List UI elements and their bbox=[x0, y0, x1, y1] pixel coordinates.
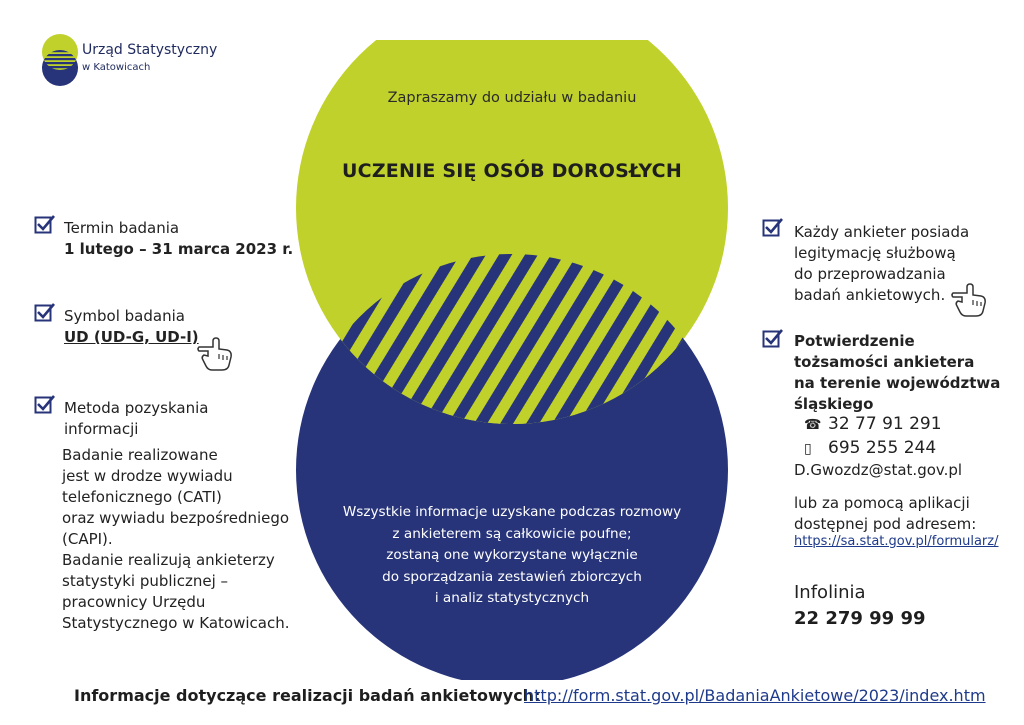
confidential-line: z ankieterem są całkowicie poufne; bbox=[392, 525, 632, 542]
symbol-label: Symbol badania bbox=[64, 307, 185, 325]
checkbox-checked-icon bbox=[762, 328, 784, 350]
confidential-line: do sporządzania zestawień zbiorczych bbox=[382, 568, 642, 585]
footer-label: Informacje dotyczące realizacji badań ankietowych: bbox=[74, 686, 541, 705]
phone-mobile bbox=[804, 438, 936, 458]
symbol-value: UD (UD-G, UD-I) bbox=[64, 328, 199, 346]
method-line: oraz wywiadu bezpośredniego bbox=[62, 509, 290, 527]
method-line: jest w drodze wywiadu bbox=[62, 467, 233, 485]
app-url-link[interactable]: https://sa.stat.gov.pl/formularz/ bbox=[794, 534, 999, 549]
infoline-number: 22 279 99 99 bbox=[794, 608, 926, 629]
phone-number: 32 77 91 291 bbox=[828, 414, 942, 434]
app-line: lub za pomocą aplikacji bbox=[794, 494, 970, 512]
app-text bbox=[794, 493, 976, 535]
phone-number: 695 255 244 bbox=[828, 438, 937, 458]
app-line: dostępnej pod adresem: bbox=[794, 515, 977, 533]
confidential-line: zostaną one wykorzystane wyłącznie bbox=[386, 547, 638, 563]
email-address[interactable]: D.Gwozdz@stat.gov.pl bbox=[794, 461, 963, 479]
phone-landline bbox=[804, 414, 942, 434]
confirm-line: śląskiego bbox=[794, 395, 874, 413]
term-value: 1 lutego – 31 marca 2023 r. bbox=[64, 240, 294, 258]
checkbox-checked-icon bbox=[762, 217, 784, 239]
checkbox-checked-icon bbox=[34, 214, 56, 236]
confirm-line: Potwierdzenie bbox=[794, 332, 915, 350]
confirm-identity-heading bbox=[794, 331, 1000, 415]
method-line: Badanie realizowane bbox=[62, 446, 218, 464]
id-card-text bbox=[794, 222, 969, 306]
telephone-icon: ☎ bbox=[804, 417, 822, 433]
footer-link[interactable]: http://form.stat.gov.pl/BadaniaAnkietowe/2023/index.htm bbox=[524, 686, 986, 705]
pointing-hand-icon bbox=[196, 334, 236, 374]
method-label: Metoda pozyskania bbox=[64, 399, 209, 417]
logo-subtitle: w Katowicach bbox=[82, 62, 151, 73]
method-line: Statystycznego w Katowicach. bbox=[62, 614, 290, 632]
method-line: Badanie realizują ankieterzy bbox=[62, 551, 275, 569]
mobile-phone-icon: ▯ bbox=[804, 441, 812, 457]
method-line: (CAPI). bbox=[62, 530, 113, 548]
id-card-line: badań ankietowych. bbox=[794, 286, 946, 304]
checkbox-checked-icon bbox=[34, 302, 56, 324]
logo-mark-icon bbox=[38, 30, 82, 90]
id-card-line: do przeprowadzania bbox=[794, 265, 946, 283]
pointing-hand-icon bbox=[950, 280, 990, 320]
logo-title: Urząd Statystyczny bbox=[82, 42, 218, 58]
confidential-text bbox=[312, 502, 712, 610]
checkbox-checked-icon bbox=[34, 394, 56, 416]
term-label: Termin badania bbox=[64, 219, 180, 237]
id-card-line: legitymację służbową bbox=[794, 244, 956, 262]
logo bbox=[24, 22, 224, 100]
confirm-line: na terenie województwa bbox=[794, 374, 1001, 392]
method-line: pracownicy Urzędu bbox=[62, 593, 206, 611]
confirm-line: tożsamości ankietera bbox=[794, 353, 975, 371]
page-title: UCZENIE SIĘ OSÓB DOROSŁYCH bbox=[342, 160, 682, 182]
confidential-line: Wszystkie informacje uzyskane podczas rozmowy bbox=[342, 504, 682, 520]
confidential-line: i analiz statystycznych bbox=[434, 590, 590, 606]
invite-text: Zapraszamy do udziału w badaniu bbox=[387, 90, 637, 106]
method-description bbox=[62, 445, 290, 634]
method-line: telefonicznego (CATI) bbox=[62, 488, 222, 506]
id-card-line: Każdy ankieter posiada bbox=[794, 223, 970, 241]
method-label: informacji bbox=[64, 420, 139, 438]
method-line: statystyki publicznej – bbox=[62, 572, 229, 590]
infoline-label: Infolinia bbox=[794, 582, 866, 603]
